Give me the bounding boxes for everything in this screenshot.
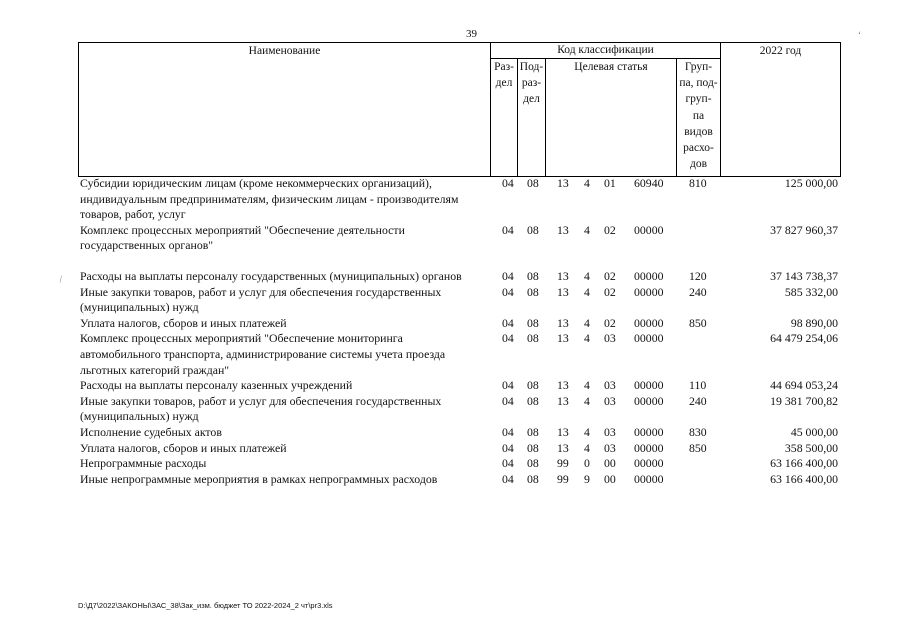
- row-target-type: 4: [584, 284, 590, 299]
- row-razdel: 04: [502, 456, 514, 471]
- row-razdel: 04: [502, 315, 514, 330]
- row-amount: 44 694 053,24: [770, 378, 838, 393]
- row-target-structural: 02: [604, 268, 616, 283]
- row-target-structural: 03: [604, 393, 616, 408]
- row-expense-type: 850: [689, 440, 707, 455]
- row-target-direction: 00000: [634, 284, 664, 299]
- row-expense-type: 120: [689, 268, 707, 283]
- row-podrazdel: 08: [527, 268, 539, 283]
- row-target-program: 13: [557, 331, 569, 346]
- row-amount: 358 500,00: [784, 440, 838, 455]
- row-podrazdel: 08: [527, 440, 539, 455]
- row-target-program: 99: [557, 471, 569, 486]
- row-expense-type: 240: [689, 393, 707, 408]
- row-target-program: 13: [557, 284, 569, 299]
- row-target-program: 13: [557, 176, 569, 190]
- row-target-structural: 03: [604, 424, 616, 439]
- row-target-direction: 00000: [634, 268, 664, 283]
- row-target-direction: 00000: [634, 440, 664, 455]
- row-name: Иные закупки товаров, работ и услуг для обеспечения государственных (муниципальных) нужд: [80, 284, 442, 315]
- row-target-type: 4: [584, 315, 590, 330]
- row-target-type: 4: [584, 440, 590, 455]
- row-expense-type: 850: [689, 315, 707, 330]
- row-expense-type: 830: [689, 424, 707, 439]
- row-razdel: 04: [502, 222, 514, 237]
- page-number: 39: [466, 28, 477, 40]
- table-row: [80, 441, 840, 457]
- scan-mark: ʻ: [858, 30, 861, 40]
- row-target-direction: 00000: [634, 393, 664, 408]
- row-amount: 63 166 400,00: [770, 471, 838, 486]
- table-row: [80, 456, 840, 472]
- row-target-type: 0: [584, 456, 590, 471]
- row-name: Субсидии юридическим лицам (кроме некоммерческих организаций), индивидуальным предпринимателям, физическим лицам - производителям товаров, работ, услуг: [80, 176, 459, 222]
- header-vr: Груп- па, под- груп- па видов расхо- дов: [677, 59, 721, 177]
- header-razdel: Раз- дел: [491, 59, 518, 177]
- row-target-type: 4: [584, 378, 590, 393]
- table-row: [80, 269, 840, 285]
- row-target-program: 13: [557, 440, 569, 455]
- row-target-type: 4: [584, 393, 590, 408]
- row-target-direction: 00000: [634, 222, 664, 237]
- header-podrazdel: Под- раз- дел: [518, 59, 546, 177]
- table-header: [78, 42, 841, 177]
- table-row: [80, 316, 840, 332]
- row-razdel: 04: [502, 440, 514, 455]
- table-row: [80, 394, 840, 425]
- row-target-program: 13: [557, 268, 569, 283]
- row-target-direction: 60940: [634, 176, 664, 190]
- row-expense-type: 810: [689, 176, 707, 190]
- row-target-structural: 00: [604, 471, 616, 486]
- header-name: Наименование: [79, 43, 491, 177]
- row-name: Иные закупки товаров, работ и услуг для обеспечения государственных (муниципальных) нужд: [80, 393, 442, 424]
- row-target-type: 4: [584, 331, 590, 346]
- row-target-direction: 00000: [634, 471, 664, 486]
- row-razdel: 04: [502, 393, 514, 408]
- row-target-direction: 00000: [634, 456, 664, 471]
- table-row: [80, 331, 840, 378]
- row-target-type: 4: [584, 424, 590, 439]
- row-amount: 19 381 700,82: [770, 393, 838, 408]
- row-target-structural: 03: [604, 440, 616, 455]
- row-name: Непрограммные расходы: [80, 456, 207, 471]
- row-target-structural: 02: [604, 315, 616, 330]
- table-row: [80, 223, 840, 254]
- row-expense-type: 110: [689, 378, 707, 393]
- row-target-structural: 02: [604, 222, 616, 237]
- scan-mark: ∕: [57, 274, 64, 284]
- row-target-program: 13: [557, 424, 569, 439]
- row-name: Комплекс процессных мероприятий "Обеспечение мониторинга автомобильного транспорта, администрирование системы учета проезда льготных категорий граждан": [80, 331, 446, 377]
- row-amount: 98 890,00: [790, 315, 838, 330]
- table-row: [80, 378, 840, 394]
- row-target-program: 13: [557, 315, 569, 330]
- row-amount: 37 827 960,37: [770, 222, 838, 237]
- row-podrazdel: 08: [527, 471, 539, 486]
- file-path-footer: D:\Д7\2022\ЗАКОНЫ\ЗАС_38\Зак_изм. бюджет ТО 2022-2024_2 чт\pr3.xls: [78, 601, 333, 610]
- row-podrazdel: 08: [527, 393, 539, 408]
- table-row: [80, 472, 840, 488]
- row-name: Расходы на выплаты персоналу государственных (муниципальных) органов: [80, 268, 462, 283]
- row-amount: 45 000,00: [790, 424, 838, 439]
- table-row: [80, 176, 840, 223]
- row-target-direction: 00000: [634, 331, 664, 346]
- table-row: [80, 425, 840, 441]
- row-name: Комплекс процессных мероприятий "Обеспечение деятельности государственных органов": [80, 222, 405, 253]
- row-target-direction: 00000: [634, 315, 664, 330]
- row-target-structural: 03: [604, 378, 616, 393]
- row-target-type: 9: [584, 471, 590, 486]
- row-podrazdel: 08: [527, 456, 539, 471]
- header-target: Целевая статья: [546, 59, 677, 177]
- row-podrazdel: 08: [527, 424, 539, 439]
- row-target-type: 4: [584, 268, 590, 283]
- row-razdel: 04: [502, 471, 514, 486]
- row-amount: 64 479 254,06: [770, 331, 838, 346]
- row-razdel: 04: [502, 424, 514, 439]
- table-row: [80, 285, 840, 316]
- row-podrazdel: 08: [527, 315, 539, 330]
- row-amount: 37 143 738,37: [770, 268, 838, 283]
- row-razdel: 04: [502, 331, 514, 346]
- row-name: Исполнение судебных актов: [80, 424, 222, 439]
- row-amount: 125 000,00: [784, 176, 838, 190]
- row-target-program: 13: [557, 222, 569, 237]
- row-amount: 63 166 400,00: [770, 456, 838, 471]
- table-body: [80, 176, 840, 487]
- row-target-structural: 00: [604, 456, 616, 471]
- row-amount: 585 332,00: [784, 284, 838, 299]
- row-target-structural: 03: [604, 331, 616, 346]
- row-target-type: 4: [584, 176, 590, 190]
- row-name: Уплата налогов, сборов и иных платежей: [80, 315, 287, 330]
- row-podrazdel: 08: [527, 284, 539, 299]
- row-podrazdel: 08: [527, 378, 539, 393]
- row-name: Иные непрограммные мероприятия в рамках непрограммных расходов: [80, 471, 438, 486]
- row-target-program: 13: [557, 393, 569, 408]
- row-target-type: 4: [584, 222, 590, 237]
- row-target-direction: 00000: [634, 378, 664, 393]
- row-target-structural: 01: [604, 176, 616, 190]
- row-target-program: 13: [557, 378, 569, 393]
- row-target-program: 99: [557, 456, 569, 471]
- row-razdel: 04: [502, 176, 514, 190]
- row-name: Уплата налогов, сборов и иных платежей: [80, 440, 287, 455]
- row-razdel: 04: [502, 378, 514, 393]
- header-year: 2022 год: [721, 43, 841, 177]
- header-code-group: Код классификации: [491, 43, 721, 59]
- row-podrazdel: 08: [527, 176, 539, 190]
- row-podrazdel: 08: [527, 331, 539, 346]
- row-expense-type: 240: [689, 284, 707, 299]
- row-target-structural: 02: [604, 284, 616, 299]
- row-target-direction: 00000: [634, 424, 664, 439]
- row-name: Расходы на выплаты персоналу казенных учреждений: [80, 378, 353, 393]
- row-razdel: 04: [502, 284, 514, 299]
- row-razdel: 04: [502, 268, 514, 283]
- row-podrazdel: 08: [527, 222, 539, 237]
